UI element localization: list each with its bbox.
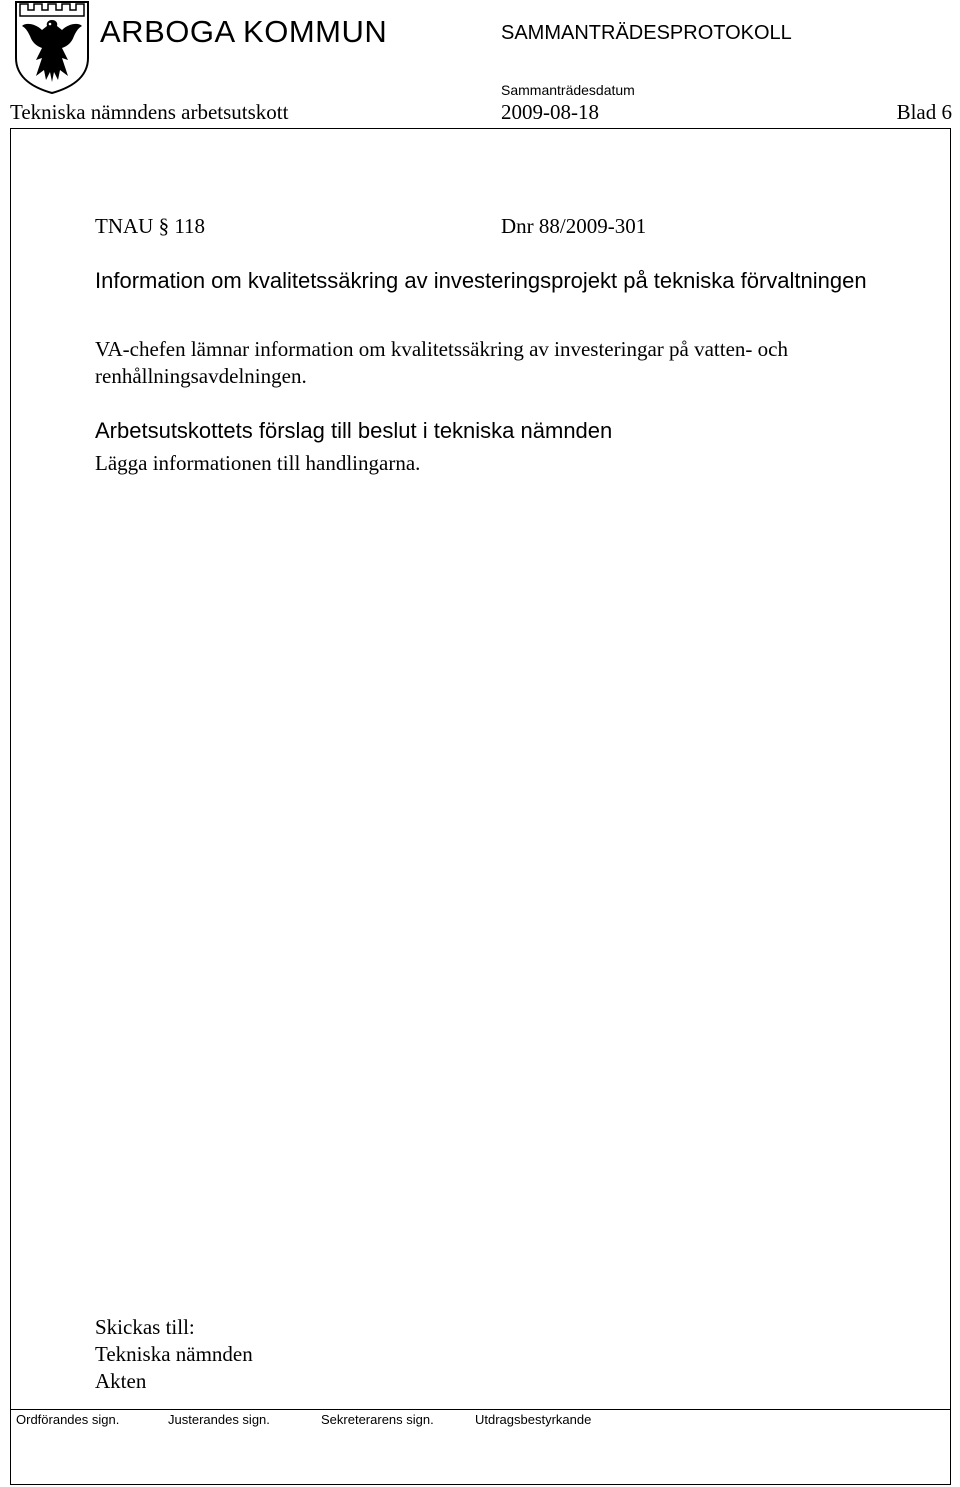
committee-name: Tekniska nämndens arbetsutskott: [10, 100, 289, 124]
meeting-date-label: Sammanträdesdatum: [501, 82, 635, 98]
distribution-recipient: Tekniska nämnden: [95, 1342, 253, 1366]
document-type: SAMMANTRÄDESPROTOKOLL: [501, 22, 792, 44]
municipality-name: ARBOGA KOMMUN: [100, 14, 388, 49]
item-body: VA-chefen lämnar information om kvalitetssäkring av investeringar på vatten- och renhållningsavdelningen.: [95, 337, 788, 388]
item-title: Information om kvalitetssäkring av investeringsprojekt på tekniska förvaltningen: [95, 268, 867, 293]
extract-certification-label: Utdragsbestyrkande: [475, 1412, 592, 1427]
distribution-list: [95, 1314, 253, 1395]
distribution-label: Skickas till:: [95, 1315, 195, 1339]
page-frame: [10, 128, 951, 1485]
secretary-signature-label: Sekreterarens sign.: [321, 1412, 434, 1427]
section-number: TNAU § 118: [95, 214, 206, 238]
page-number: Blad 6: [896, 100, 952, 124]
diary-number: Dnr 88/2009-301: [501, 214, 647, 238]
decision-text: Lägga informationen till handlingarna.: [95, 451, 421, 475]
distribution-recipient: Akten: [95, 1369, 147, 1393]
proposal-heading: Arbetsutskottets förslag till beslut i tekniska nämnden: [95, 418, 613, 443]
coat-of-arms-eagle-icon: [14, 0, 90, 94]
signature-divider: [10, 1409, 951, 1410]
adjuster-signature-label: Justerandes sign.: [168, 1412, 270, 1427]
meeting-date: 2009-08-18: [501, 100, 599, 124]
chair-signature-label: Ordförandes sign.: [16, 1412, 120, 1427]
